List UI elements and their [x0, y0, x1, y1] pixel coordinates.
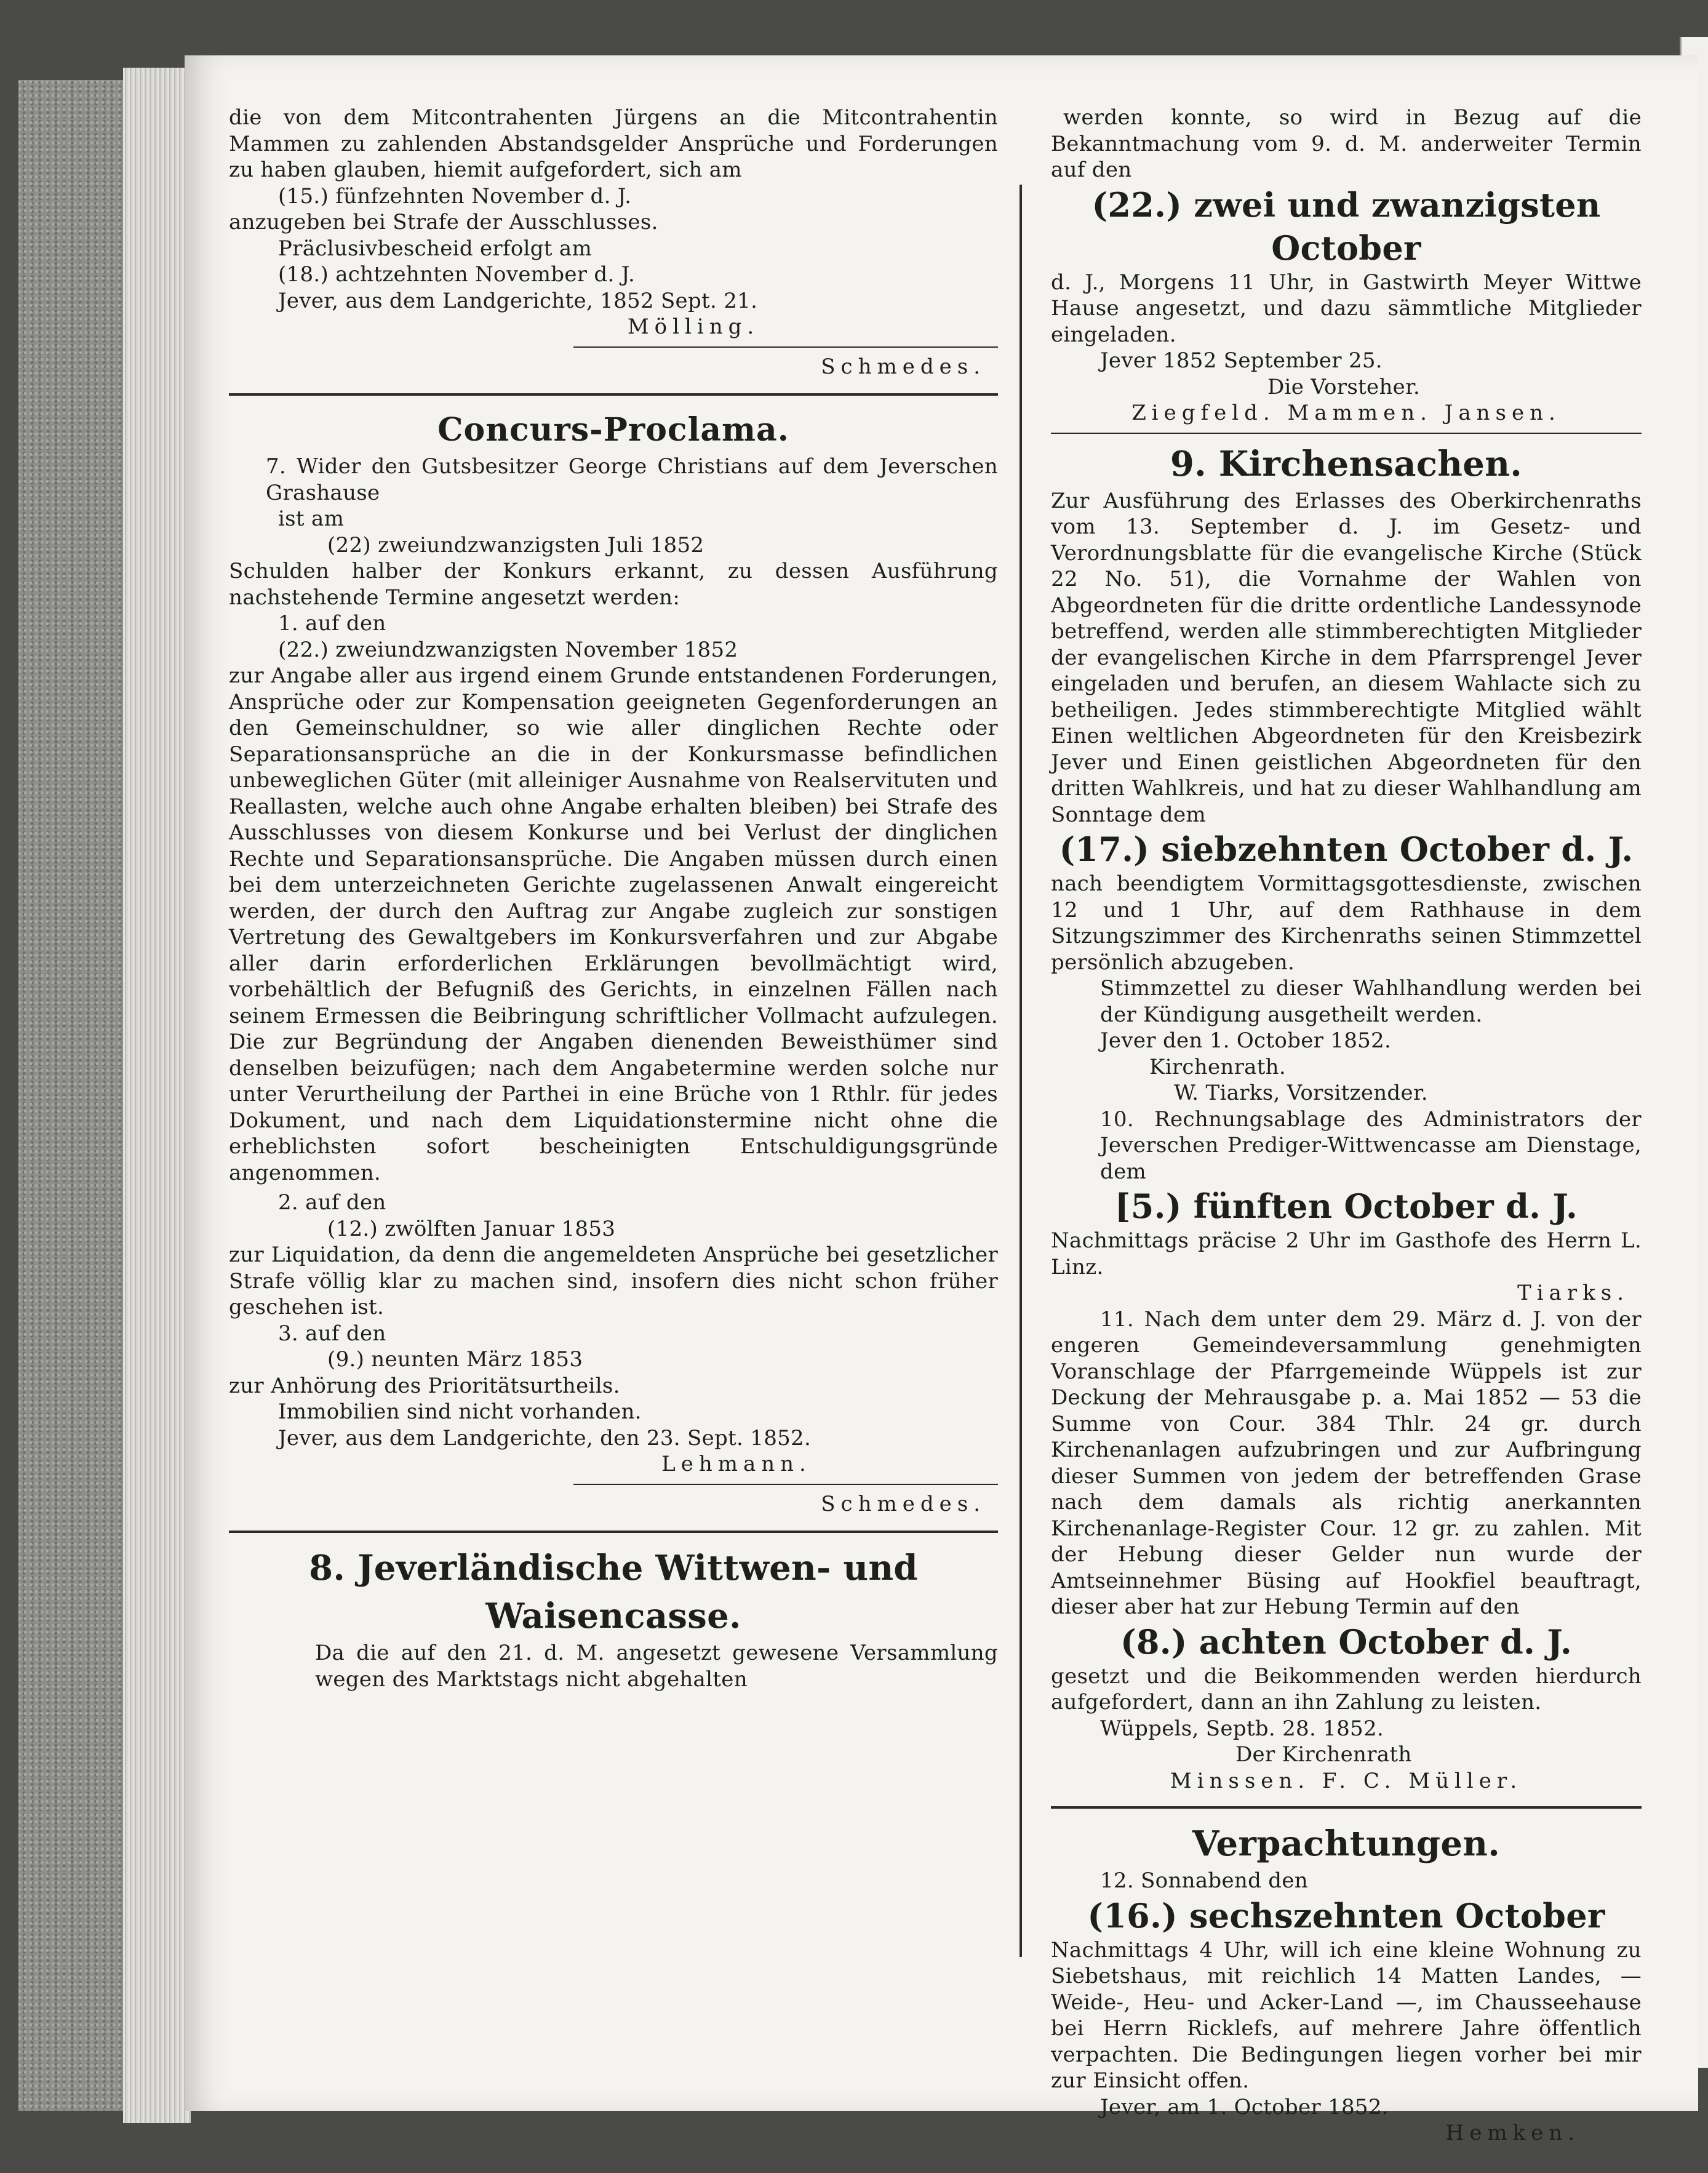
- date-line: (22) zweiundzwanzigsten Juli 1852: [327, 532, 704, 558]
- page-edges: [123, 68, 191, 2123]
- left-column: [229, 105, 998, 1692]
- paragraph: gesetzt und die Beikommenden werden hierdurch aufgefordert, dann an ihn Zahlung zu leisten.: [1051, 1663, 1642, 1715]
- date-line: (12.) zwölften Januar 1853: [327, 1216, 616, 1241]
- section-rule: [1051, 1806, 1642, 1809]
- date-heading: (17.) siebzehnten October d. J.: [1059, 830, 1634, 869]
- paragraph: zur Anhörung des Prioritätsurtheils.: [229, 1373, 620, 1398]
- signature-rule: [573, 346, 998, 348]
- signature-rule: [573, 1484, 998, 1485]
- paragraph: ist am: [278, 506, 345, 531]
- paragraph: Präclusivbescheid erfolgt am: [278, 236, 593, 261]
- paragraph: Immobilien sind nicht vorhanden.: [278, 1399, 642, 1424]
- paragraph: zur Liquidation, da denn die angemeldeten Ansprüche bei gesetzlicher Strafe völlig klar zu machen sind, insofern dies nicht schon früher geschehen ist.: [229, 1243, 998, 1319]
- column-divider: [1020, 185, 1022, 1957]
- paragraph: 11. Nach dem unter dem 29. März d. J. von der engeren Gemeindeversammlung genehmigten Voranschlage der Pfarrgemeinde Wüppels ist zur Deckung der Mehrausgabe p. a. Mai 1852 — 53 die Summe von Cour. 384 Thlr. 24 gr. durch Kirchenanlagen aufzubringen und zur Aufbringung dieser Summen von jedem der betreffenden Grase nach dem damals als richtig anerkannten Kirchenanlage-Register Cour. 12 gr. zu zahlen. Mit der Hebung dieser Gelder nun wurde der Amtseinnehmer Büsing auf Hookfiel beauftragt, dieser aber hat zur Hebung Termin auf den: [1051, 1307, 1642, 1619]
- date-line: (9.) neunten März 1853: [327, 1347, 583, 1372]
- date-line: (22.) zweiundzwanzigsten November 1852: [278, 637, 738, 662]
- paragraph: Nachmittags präcise 2 Uhr im Gasthofe des Herrn L. Linz.: [1051, 1228, 1642, 1279]
- paragraph: werden konnte, so wird in Bezug auf die Bekanntmachung vom 9. d. M. anderweiter Termin auf den: [1051, 105, 1642, 182]
- paragraph: Nachmittags 4 Uhr, will ich eine kleine Wohnung zu Siebetshaus, mit reichlich 14 Matten Landes, —Weide-, Heu- und Acker-Land —, im Chausseehause bei Herrn Ricklefs, auf mehrere Jahre öffentlich verpachten. Die Bedingungen liegen vorher bei mir zur Einsicht offen.: [1051, 1937, 1642, 2093]
- paragraph: 2. auf den: [278, 1190, 386, 1215]
- section-rule: [1051, 433, 1642, 434]
- signature: Schmedes.: [821, 1491, 986, 1516]
- right-column: [1051, 105, 1642, 2147]
- paragraph: 3. auf den: [278, 1321, 386, 1346]
- paragraph: 1. auf den: [278, 611, 386, 636]
- place-date: Jever, aus dem Landgerichte, den 23. Sept. 1852.: [278, 1425, 812, 1451]
- paragraph: Der Kirchenrath: [1235, 1742, 1412, 1767]
- place-date: Jever 1852 September 25.: [1100, 348, 1383, 373]
- section-rule: [229, 1531, 998, 1533]
- section-heading: 9. Kirchensachen.: [1170, 443, 1523, 484]
- paragraph: Zur Ausführung des Erlasses des Oberkirchenraths vom 13. September d. J. im Gesetz- und Verordnungsblatte für die evangelische Kirche (Stück 22 No. 51), die Vornahme der Wahlen von Abgeordneten für die dritte ordentliche Landessynode betreffend, werden alle stimmberechtigten Mitglieder der evangelischen Kirche in dem Pfarrsprengel Jever eingeladen und berufen, an diesem Wahlacte sich zu betheiligen. Jedes stimmberechtigte Mitglied wählt Einen weltlichen Abgeordneten für den Kreisbezirk Jever und Einen geistlichen Abgeordneten für den dritten Wahlkreis, und hat zu dieser Wahlhandlung am Sonntage dem: [1051, 488, 1642, 827]
- paragraph: Kirchenrath.: [1149, 1054, 1286, 1079]
- section-heading: Verpachtungen.: [1192, 1823, 1501, 1864]
- paragraph: Stimmzettel zu dieser Wahlhandlung werden bei der Kündigung ausgetheilt werden.: [1100, 976, 1642, 1027]
- paragraph: d. J., Morgens 11 Uhr, in Gastwirth Meyer Wittwe Hause angesetzt, und dazu sämmtliche Mitglieder eingeladen.: [1051, 270, 1642, 347]
- paragraph: nach beendigtem Vormittagsgottesdienste, zwischen 12 und 1 Uhr, auf dem Rathhause in dem Sitzungszimmer des Kirchenraths seinen Stimmzettel persönlich abzugeben.: [1051, 871, 1642, 975]
- date-heading: [5.) fünften October d. J.: [1114, 1187, 1578, 1226]
- signature: Lehmann.: [661, 1452, 812, 1476]
- paragraph: 10. Rechnungsablage des Administrators der Jeverschen Prediger-Wittwencasse am Dienstage, dem: [1100, 1107, 1642, 1184]
- signature: Minssen. F. C. Müller.: [1170, 1768, 1523, 1793]
- paragraph: 7. Wider den Gutsbesitzer George Christians auf dem Jeverschen Grashause: [266, 454, 998, 505]
- signature: W. Tiarks, Vorsitzender.: [1174, 1081, 1428, 1105]
- section-heading: 8. Jeverländische Wittwen- und Waisencasse.: [309, 1548, 918, 1636]
- paragraph: zur Angabe aller aus irgend einem Grunde entstandenen Forderungen, Ansprüche oder zur Kompensation geeigneten Gegenforderungen an den Gemeinschuldner, so wie aller dinglichen Rechte oder Separationsansprüche an die in der Konkursmasse befindlichen unbeweglichen Güter (mit alleiniger Ausnahme von Realservituten und Reallasten, welche auch ohne Angabe erhalten bleiben) bei Strafe des Ausschlusses von diesem Konkurse und bei Verlust der dinglichen Rechte und Separationsansprüche. Die Angaben müssen durch einen bei dem unterzeichneten Gerichte zugelassenen Anwalt eingereicht werden, der durch den Auftrag zur Angabe zugleich zur sonstigen Vertretung des Gewaltgebers im Konkursverfahren und zur Abgabe aller darin erforderlichen Erklärungen bevollmächtigt wird, vorbehältlich der Befugniß des Gerichts, in einzelnen Fällen nach seinem Ermessen die Beibringung schriftlicher Vollmacht aufzulegen. Die zur Begründung der Angaben dienenden Beweisthümer sind denselben beizufügen; nach dem Angabetermine werden solche nur unter Verurtheilung der Parthei in eine Brüche von 1 Rthlr. für jedes Dokument, und nach dem Liquidationstermine nicht ohne die erheblichsten sofort bescheinigten Entschuldigungsgründe angenommen.: [229, 663, 998, 1185]
- date-heading: (8.) achten October d. J.: [1120, 1622, 1573, 1662]
- paragraph: Da die auf den 21. d. M. angesetzt gewesene Versammlung wegen des Marktstags nicht abgehalten: [315, 1641, 998, 1692]
- paragraph: die von dem Mitcontrahenten Jürgens an die Mitcontrahentin Mammen zu zahlenden Abstandsgelder Ansprüche und Forderungen zu haben glauben, hiemit aufgefordert, sich am: [229, 105, 998, 182]
- section-heading: Concurs-Proclama.: [437, 411, 789, 449]
- paragraph: 12. Sonnabend den: [1100, 1868, 1308, 1893]
- signature: Ziegfeld. Mammen. Jansen.: [1131, 401, 1561, 425]
- signature: Hemken.: [1445, 2121, 1580, 2145]
- place-date: Jever den 1. October 1852.: [1100, 1028, 1392, 1053]
- section-rule: [229, 393, 998, 396]
- date-line: (18.) achtzehnten November d. J.: [278, 262, 636, 287]
- place-date: Jever, aus dem Landgerichte, 1852 Sept. 21.: [278, 288, 758, 313]
- date-line: (15.) fünfzehnten November d. J.: [278, 183, 632, 209]
- signature: Mölling.: [627, 314, 760, 339]
- date-heading: (22.) zwei und zwanzigsten October: [1091, 185, 1601, 268]
- paragraph: anzugeben bei Strafe der Ausschlusses.: [229, 210, 658, 234]
- signature: Schmedes.: [821, 354, 986, 379]
- place-date: Jever, am 1. October 1852.: [1100, 2094, 1389, 2119]
- paragraph: Schulden halber der Konkurs erkannt, zu dessen Ausführung nachstehende Termine angesetzt werden:: [229, 559, 998, 610]
- signature: Tiarks.: [1517, 1281, 1629, 1305]
- date-heading: (16.) sechszehnten October: [1087, 1895, 1605, 1935]
- paragraph: Die Vorsteher.: [1267, 374, 1420, 399]
- place-date: Wüppels, Septb. 28. 1852.: [1100, 1716, 1384, 1741]
